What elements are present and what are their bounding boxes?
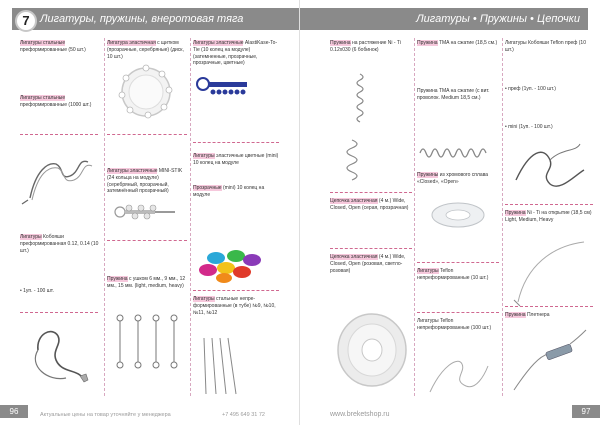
chrome-spring-image <box>428 200 488 230</box>
product-caption: Лигатуры стальные преформированные (1000 шт.) <box>20 95 92 108</box>
separator <box>505 306 593 307</box>
column-divider <box>104 38 105 396</box>
mini-stik-image <box>112 200 182 230</box>
product-caption: Пружина TMA на сжатие (с вит. проволок. Medium 18,5 см.) <box>417 88 490 101</box>
separator <box>330 248 412 249</box>
column-divider <box>502 38 503 396</box>
product-caption: Лигатуры стальные непре-формированные (в тубе) №9, №10, №11, №12 <box>193 296 276 316</box>
package-note: • 1уп. - 100 шт. <box>20 288 54 294</box>
niti-open-spring-image <box>508 236 592 308</box>
kobayashi-teflon-image <box>510 140 590 200</box>
preformed-ligature-image <box>18 150 98 212</box>
separator <box>505 204 593 205</box>
product-caption: Лигатуры Teflon непреформированные (10 шт.) <box>417 268 489 281</box>
separator <box>330 192 412 193</box>
separator <box>417 262 499 263</box>
product-caption: Пружина TMA на сжатие (18,5 см.) <box>417 40 498 46</box>
product-caption: Лигатуры эластичные цветные (mini) 10 колец на модуле <box>193 153 279 166</box>
product-caption: Прозрачные (mini) 10 колец на модуле <box>193 185 265 198</box>
separator <box>20 134 98 135</box>
colored-ligatures-image <box>196 242 268 286</box>
ligature-tubes-image <box>196 334 266 396</box>
package-note: • преф (1уп. - 100 шт.) <box>505 86 556 92</box>
column-divider <box>414 38 415 396</box>
separator <box>417 312 499 313</box>
page-number: 96 <box>0 405 28 418</box>
product-caption: Пружина Плетнера <box>505 312 550 318</box>
kobayashi-ligature-image <box>18 320 98 400</box>
product-caption: Лигатуры стальные преформированные (50 шт.) <box>20 40 86 53</box>
separator <box>193 290 279 291</box>
product-caption: Пружины из хромового сплава «Closed», «Open» <box>417 172 489 185</box>
extension-spring-image <box>336 70 406 190</box>
pletner-spring-image <box>510 326 590 396</box>
product-caption: Лигатуры Teflon непреформированные (100 шт.) <box>417 318 492 331</box>
product-caption: Лигатура эластичная с щитком (прозрачные, серебряные) (диск, 10 шт.) <box>107 40 184 60</box>
product-caption: Пружина Ni - Ti на открытие (18,5 см) Light, Medium, Heavy <box>505 210 592 223</box>
elastic-chain-reel-image <box>336 300 412 396</box>
page-number: 97 <box>572 405 600 418</box>
separator <box>107 134 187 135</box>
footer-price-note: Актуальные цены на товар уточняйте у менеджера <box>40 412 171 418</box>
left-page-title: Лигатуры, пружины, внеротовая тяга <box>12 8 300 30</box>
column-divider <box>190 38 191 396</box>
right-page <box>300 0 600 425</box>
footer-website[interactable]: www.breketshop.ru <box>330 411 390 418</box>
product-caption: Лигатуры эластичные MINI-STIK (24 кольца на модуле) (серебряный, прозрачный, затемнённый прозрачный) <box>107 168 183 195</box>
package-note: • mini (1уп. - 100 шт.) <box>505 124 553 130</box>
teflon-ligature-image <box>422 346 494 398</box>
footer-phone: +7 495 649 31 72 <box>222 412 265 418</box>
product-caption: Цепочка эластичная (4 м.) Wide, Closed, Open (розовая, светло-розовая) <box>330 254 406 274</box>
compression-spring-image <box>418 138 498 168</box>
right-page-title: Лигатуры • Пружины • Цепочки <box>300 8 588 30</box>
product-caption: Лигатуры эластичные AlastiKase-To-Tie (10 колец на модуле) (затемненные, прозрачные, прозрачные, цветные) <box>193 40 278 67</box>
product-caption: Лигатуры Кобояши Teflon преф (10 шт.) <box>505 40 586 53</box>
alastik-module-image <box>195 72 255 102</box>
eyelet-spring-image <box>110 312 182 374</box>
separator <box>193 142 279 143</box>
elastic-ligature-disc-image <box>110 62 182 122</box>
product-caption: Цепочка эластичная (4 м.) Wide, Closed, Open (серая, прозрачная) <box>330 198 409 211</box>
product-caption: Пружина с ушком 6 мм., 9 мм., 12 мм., 15 мм. (light, medium, heavy) <box>107 276 186 289</box>
product-caption: Лигатуры Кобояши преформированная 0.12, 0.14 (10 шт.) <box>20 234 99 254</box>
separator <box>107 240 187 241</box>
chapter-number-badge: 7 <box>15 10 37 32</box>
product-caption: Пружина на растяжение Ni - Ti 0.12x030 (6 бобинок) <box>330 40 401 53</box>
separator <box>20 312 98 313</box>
